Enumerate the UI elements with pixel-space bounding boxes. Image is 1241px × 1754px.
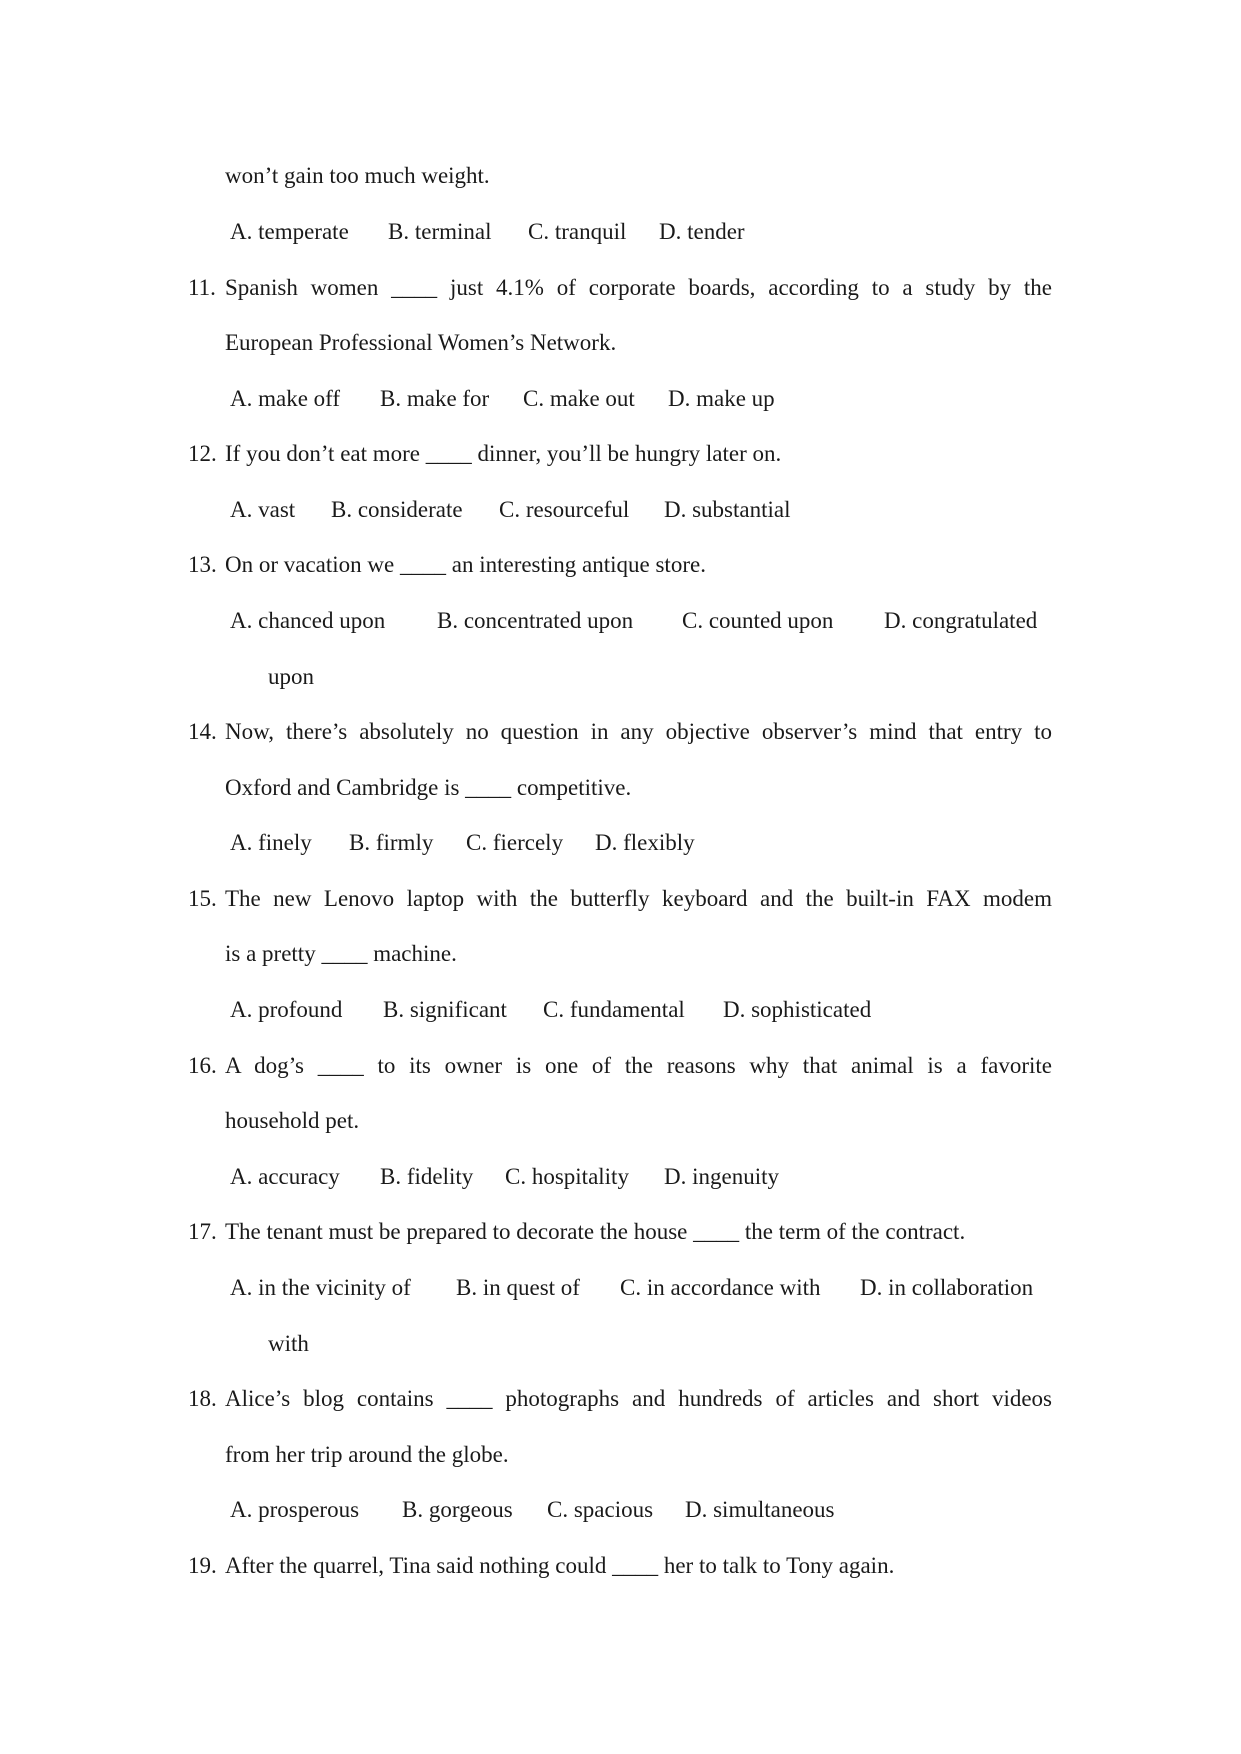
option-c: C. in accordance with (620, 1275, 821, 1300)
question-number: 12. (188, 441, 217, 466)
option-b: B. considerate (331, 497, 463, 522)
option-b: B. gorgeous (402, 1497, 513, 1522)
option-a: A. chanced upon (230, 608, 386, 633)
option-b: B. firmly (349, 830, 434, 855)
question-number: 13. (188, 552, 217, 577)
question-text: If you don’t eat more ____ dinner, you’ll be hungry later on. (225, 441, 782, 466)
question-number: 18. (188, 1386, 217, 1411)
option-a: A. prosperous (230, 1497, 360, 1522)
question-text: The tenant must be prepared to decorate the house ____ the term of the contract. (225, 1219, 966, 1244)
option-wrap: with (268, 1331, 309, 1356)
question-text: After the quarrel, Tina said nothing could ____ her to talk to Tony again. (225, 1553, 895, 1578)
option-c: C. counted upon (682, 608, 834, 633)
question-text: Now, there’s absolutely no question in any objective observer’s mind that entry to (225, 719, 1052, 744)
option-c: C. fundamental (543, 997, 685, 1022)
question-text: Spanish women ____ just 4.1% of corporate boards, according to a study by the (225, 275, 1052, 300)
option-a: A. temperate (230, 219, 349, 244)
option-c: C. fiercely (466, 830, 564, 855)
option-d: D. make up (668, 386, 775, 411)
option-c: C. tranquil (528, 219, 627, 244)
question-number: 16. (188, 1053, 217, 1078)
option-d: D. in collaboration (860, 1275, 1034, 1300)
question-text: On or vacation we ____ an interesting antique store. (225, 552, 706, 577)
option-d: D. tender (659, 219, 745, 244)
option-a: A. make off (230, 386, 341, 411)
question-text: Oxford and Cambridge is ____ competitive. (225, 775, 632, 800)
option-c: C. hospitality (505, 1164, 629, 1189)
option-b: B. in quest of (456, 1275, 580, 1300)
option-c: C. resourceful (499, 497, 630, 522)
question-number: 19. (188, 1553, 217, 1578)
question-number: 11. (188, 275, 216, 300)
option-a: A. finely (230, 830, 312, 855)
option-d: D. congratulated (884, 608, 1038, 633)
question-text: is a pretty ____ machine. (225, 941, 457, 966)
option-b: B. significant (383, 997, 507, 1022)
option-c: C. spacious (547, 1497, 654, 1522)
option-b: B. terminal (388, 219, 492, 244)
question-text: European Professional Women’s Network. (225, 330, 617, 355)
option-a: A. profound (230, 997, 343, 1022)
option-c: C. make out (523, 386, 635, 411)
option-b: B. fidelity (380, 1164, 474, 1189)
option-d: D. substantial (664, 497, 791, 522)
option-a: A. vast (230, 497, 296, 522)
option-b: B. make for (380, 386, 490, 411)
question-text: Alice’s blog contains ____ photographs and hundreds of articles and short videos (225, 1386, 1052, 1411)
option-d: D. sophisticated (723, 997, 872, 1022)
question-text: from her trip around the globe. (225, 1442, 509, 1467)
option-wrap: upon (268, 664, 314, 689)
question-text: A dog’s ____ to its owner is one of the reasons why that animal is a favorite (225, 1053, 1052, 1078)
option-d: D. flexibly (595, 830, 695, 855)
question-text: The new Lenovo laptop with the butterfly keyboard and the built-in FAX modem (225, 886, 1052, 911)
question-number: 15. (188, 886, 217, 911)
option-a: A. accuracy (230, 1164, 340, 1189)
option-d: D. simultaneous (685, 1497, 835, 1522)
question-10-continuation: won’t gain too much weight. (225, 163, 490, 188)
option-a: A. in the vicinity of (230, 1275, 411, 1300)
question-number: 17. (188, 1219, 217, 1244)
option-d: D. ingenuity (664, 1164, 779, 1189)
question-text: household pet. (225, 1108, 360, 1133)
question-number: 14. (188, 719, 217, 744)
option-b: B. concentrated upon (437, 608, 634, 633)
